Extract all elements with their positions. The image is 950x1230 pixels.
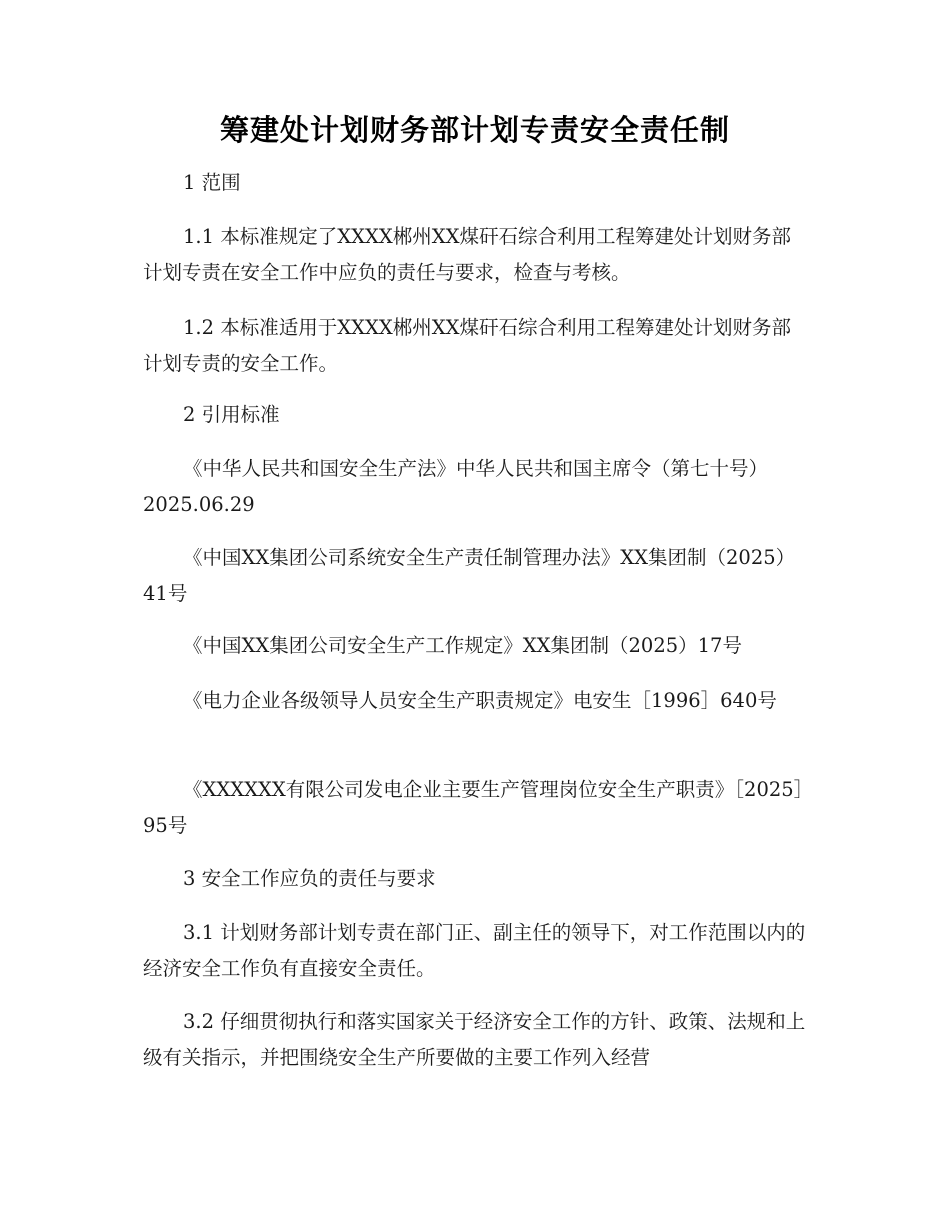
- reference-responsibility-measures: 《中国XX集团公司系统安全生产责任制管理办法》XX集团制（2025）41号: [143, 546, 796, 605]
- paragraph-3-2: 3.2 仔细贯彻执行和落实国家关于经济安全工作的方针、政策、法规和上级有关指示，并把围绕安全生产所要做的主要工作列入经营: [143, 1010, 806, 1069]
- paragraph-1-2: 1.2 本标准适用于XXXX郴州XX煤矸石综合利用工程筹建处计划财务部计划专责的安全工作。: [143, 316, 792, 375]
- reference-post-duties: 《XXXXXX有限公司发电企业主要生产管理岗位安全生产职责》［2025］95号: [143, 778, 804, 837]
- reference-safety-law: 《中华人民共和国安全生产法》中华人民共和国主席令（第七十号）2025.06.29: [143, 457, 769, 516]
- paragraph-1-1: 1.1 本标准规定了XXXX郴州XX煤矸石综合利用工程筹建处计划财务部计划专责在安全工作中应负的责任与要求，检查与考核。: [143, 225, 792, 284]
- reference-work-rules: 《中国XX集团公司安全生产工作规定》XX集团制（2025）17号: [183, 634, 742, 657]
- reference-leader-duties: 《电力企业各级领导人员安全生产职责规定》电安生［1996］640号: [183, 689, 777, 712]
- page-title: 筹建处计划财务部计划专责安全责任制: [219, 113, 730, 147]
- paragraph-3-1: 3.1 计划财务部计划专责在部门正、副主任的领导下，对工作范围以内的经济安全工作负有直接安全责任。: [143, 921, 806, 980]
- section-heading-references: 2 引用标准: [183, 403, 280, 426]
- section-heading-scope: 1 范围: [183, 171, 241, 194]
- section-heading-responsibilities: 3 安全工作应负的责任与要求: [183, 867, 436, 890]
